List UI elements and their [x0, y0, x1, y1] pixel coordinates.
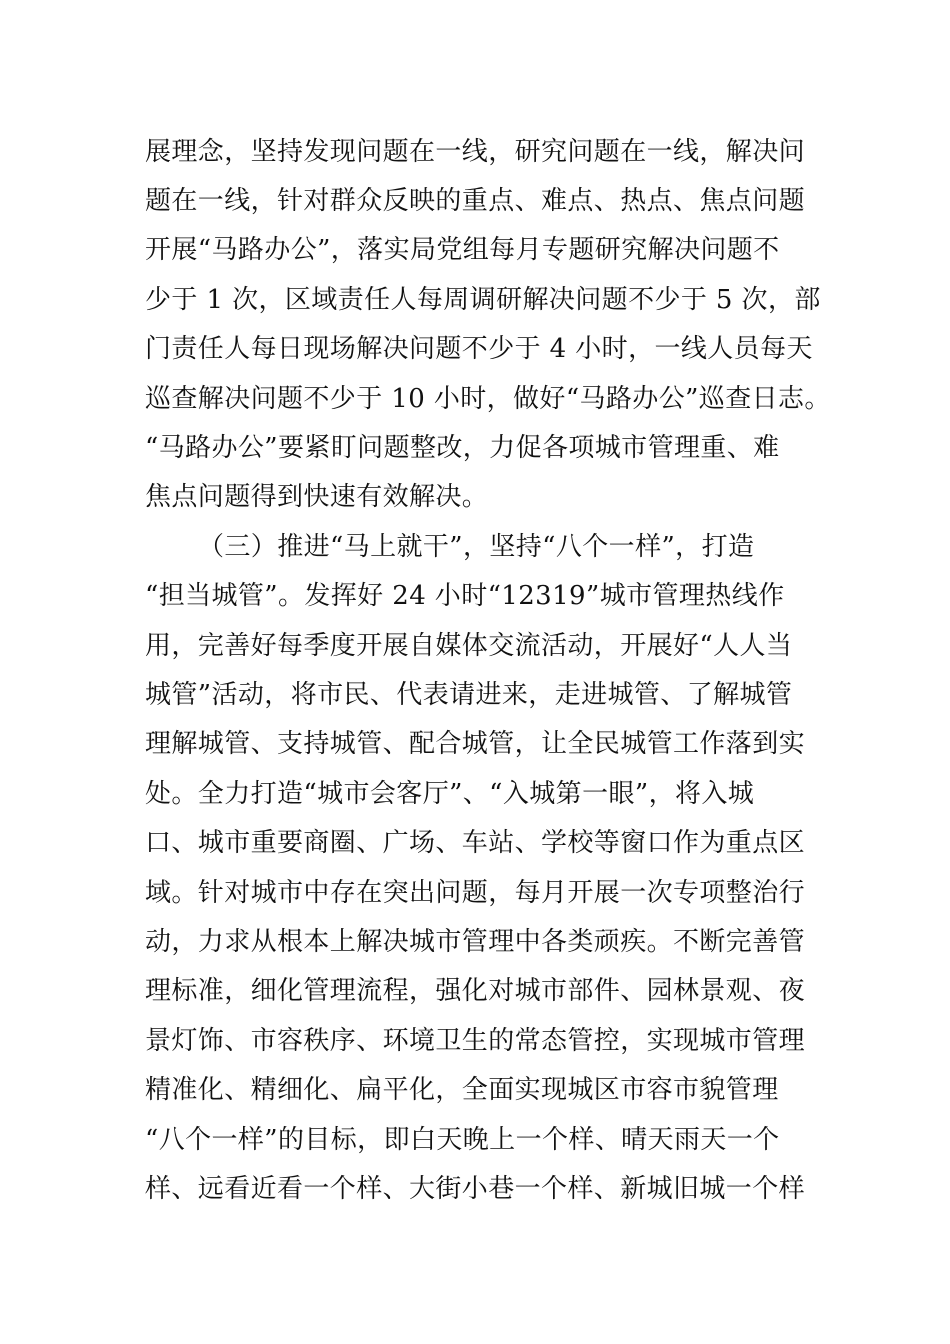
- text-line: 处。全力打造“城市会客厅”、“入城第一眼”，将入城: [145, 779, 755, 809]
- text-line: 用，完善好每季度开展自媒体交流活动，开展好“人人当: [145, 631, 793, 661]
- text-line: 景灯饰、市容秩序、环境卫生的常态管控，实现城市管理: [145, 1026, 806, 1056]
- text-line: “马路办公”要紧盯问题整改，力促各项城市管理重、难: [145, 433, 780, 463]
- text-line: 理标准，细化管理流程，强化对城市部件、园林景观、夜: [145, 976, 806, 1006]
- section-heading-line: （三）推进“马上就干”，坚持“八个一样”，打造: [198, 532, 755, 562]
- text-line: 域。针对城市中存在突出问题，每月开展一次专项整治行: [145, 878, 806, 908]
- text-line: 动，力求从根本上解决城市管理中各类顽疾。不断完善管: [145, 927, 806, 957]
- text-line: “担当城管”。发挥好 24 小时“12319”城市管理热线作: [145, 581, 785, 611]
- text-line: 展理念，坚持发现问题在一线，研究问题在一线，解决问: [145, 137, 806, 167]
- text-line: 理解城管、支持城管、配合城管，让全民城管工作落到实: [145, 729, 806, 759]
- text-line: 开展“马路办公”，落实局党组每月专题研究解决问题不: [145, 235, 780, 265]
- text-line: 少于 1 次，区域责任人每周调研解决问题不少于 5 次，部: [145, 285, 821, 315]
- text-line: “八个一样”的目标，即白天晚上一个样、晴天雨天一个: [145, 1125, 780, 1155]
- text-line: 焦点问题得到快速有效解决。: [145, 482, 489, 512]
- text-line: 巡查解决问题不少于 10 小时，做好“马路办公”巡查日志。: [145, 384, 831, 414]
- text-line: 题在一线，针对群众反映的重点、难点、热点、焦点问题: [145, 186, 806, 216]
- text-line: 城管”活动，将市民、代表请进来，走进城管、了解城管: [145, 680, 793, 710]
- text-line: 样、远看近看一个样、大街小巷一个样、新城旧城一个样: [145, 1174, 806, 1204]
- text-line: 口、城市重要商圈、广场、车站、学校等窗口作为重点区: [145, 828, 806, 858]
- text-line: 门责任人每日现场解决问题不少于 4 小时，一线人员每天: [145, 334, 813, 364]
- text-line: 精准化、精细化、扁平化，全面实现城区市容市貌管理: [145, 1075, 779, 1105]
